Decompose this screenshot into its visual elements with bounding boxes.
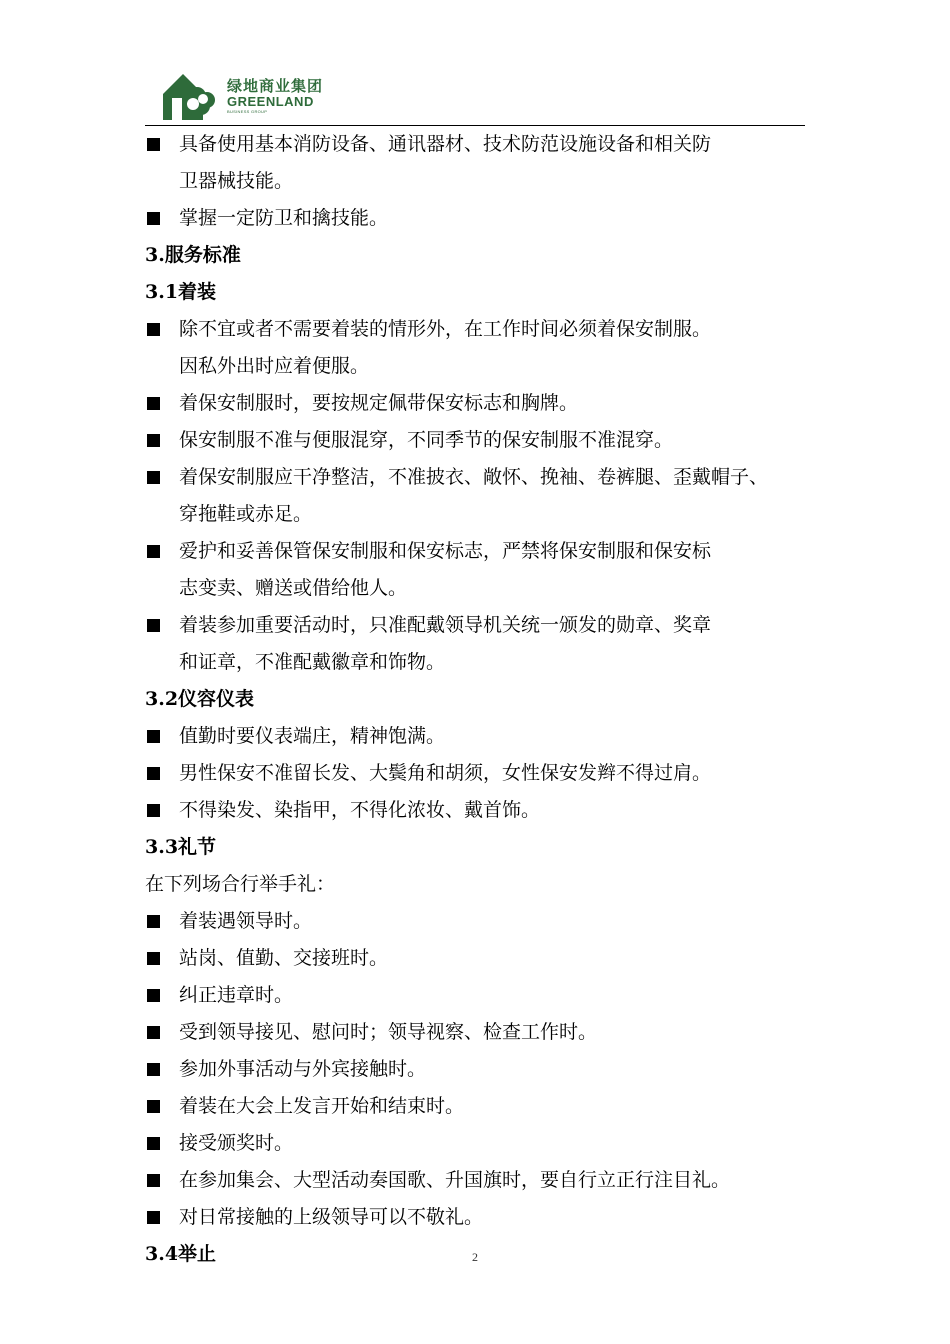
line-text: 不得染发、染指甲，不得化浓妆、戴首饰。 — [179, 799, 541, 821]
line-text: 掌握一定防卫和擒技能。 — [179, 207, 389, 229]
line-text: 对日常接触的上级领导可以不敬礼。 — [179, 1206, 484, 1228]
logo-subtitle: BUSINESS GROUP — [227, 109, 268, 114]
bullet-list-item — [145, 755, 810, 792]
square-bullet-icon — [147, 434, 160, 447]
page-header — [163, 72, 823, 124]
logo-chinese-name: 绿地商业集团 — [227, 77, 324, 95]
bullet-list-item — [145, 903, 810, 940]
bullet-continuation-line — [145, 496, 810, 533]
square-bullet-icon — [147, 1026, 160, 1039]
greenland-logo-icon — [163, 72, 219, 120]
square-bullet-icon — [147, 730, 160, 743]
line-text: 着保安制服应干净整洁，不准披衣、敞怀、挽袖、卷裤腿、歪戴帽子、 — [179, 466, 769, 488]
paragraph-text — [145, 866, 810, 903]
line-text: 具备使用基本消防设备、通讯器材、技术防范设施设备和相关防 — [179, 133, 712, 155]
line-text: 参加外事活动与外宾接触时。 — [179, 1058, 427, 1080]
bullet-list-item — [145, 718, 810, 755]
section-heading — [145, 274, 810, 311]
bullet-list-item — [145, 1125, 810, 1162]
logo-english-name: GREENLAND — [227, 94, 314, 109]
square-bullet-icon — [147, 138, 160, 151]
bullet-continuation-line — [145, 163, 810, 200]
square-bullet-icon — [147, 471, 160, 484]
square-bullet-icon — [147, 989, 160, 1002]
square-bullet-icon — [147, 767, 160, 780]
square-bullet-icon — [147, 1100, 160, 1113]
document-body — [145, 126, 810, 1273]
section-heading — [145, 681, 810, 718]
line-text: 因私外出时应着便服。 — [179, 355, 370, 377]
line-text: 3.服务标准 — [145, 244, 241, 266]
bullet-continuation-line — [145, 570, 810, 607]
square-bullet-icon — [147, 915, 160, 928]
bullet-list-item — [145, 385, 810, 422]
line-text: 穿拖鞋或赤足。 — [179, 503, 313, 525]
line-text: 受到领导接见、慰问时；领导视察、检查工作时。 — [179, 1021, 598, 1043]
line-text: 3.2仪容仪表 — [145, 688, 255, 710]
bullet-list-item — [145, 977, 810, 1014]
line-text: 在参加集会、大型活动奏国歌、升国旗时，要自行立正行注目礼。 — [179, 1169, 731, 1191]
square-bullet-icon — [147, 804, 160, 817]
line-text: 3.1着装 — [145, 281, 217, 303]
bullet-list-item — [145, 311, 810, 348]
line-text: 接受颁奖时。 — [179, 1132, 294, 1154]
bullet-list-item — [145, 126, 810, 163]
square-bullet-icon — [147, 1174, 160, 1187]
line-text: 和证章，不准配戴徽章和饰物。 — [179, 651, 446, 673]
line-text: 3.4举止 — [145, 1243, 217, 1265]
bullet-list-item — [145, 1088, 810, 1125]
bullet-list-item — [145, 940, 810, 977]
bullet-continuation-line — [145, 644, 810, 681]
square-bullet-icon — [147, 1211, 160, 1224]
square-bullet-icon — [147, 1137, 160, 1150]
bullet-list-item — [145, 792, 810, 829]
line-text: 在下列场合行举手礼： — [145, 873, 336, 895]
line-text: 着装参加重要活动时，只准配戴领导机关统一颁发的勋章、奖章 — [179, 614, 712, 636]
line-text: 卫器械技能。 — [179, 170, 294, 192]
square-bullet-icon — [147, 397, 160, 410]
line-text: 男性保安不准留长发、大鬓角和胡须，女性保安发辫不得过肩。 — [179, 762, 712, 784]
square-bullet-icon — [147, 952, 160, 965]
bullet-list-item — [145, 459, 810, 496]
bullet-list-item — [145, 1014, 810, 1051]
line-text: 着装遇领导时。 — [179, 910, 313, 932]
square-bullet-icon — [147, 545, 160, 558]
bullet-list-item — [145, 200, 810, 237]
line-text: 保安制服不准与便服混穿，不同季节的保安制服不准混穿。 — [179, 429, 674, 451]
line-text: 站岗、值勤、交接班时。 — [179, 947, 389, 969]
line-text: 值勤时要仪表端庄，精神饱满。 — [179, 725, 446, 747]
page-number: 2 — [472, 1250, 478, 1264]
bullet-list-item — [145, 607, 810, 644]
logo-text — [227, 78, 323, 115]
bullet-list-item — [145, 422, 810, 459]
bullet-list-item — [145, 533, 810, 570]
square-bullet-icon — [147, 323, 160, 336]
line-text: 3.3礼节 — [145, 836, 217, 858]
bullet-list-item — [145, 1162, 810, 1199]
line-text: 志变卖、赠送或借给他人。 — [179, 577, 408, 599]
bullet-list-item — [145, 1199, 810, 1236]
section-heading — [145, 237, 810, 274]
section-heading — [145, 829, 810, 866]
bullet-list-item — [145, 1051, 810, 1088]
square-bullet-icon — [147, 212, 160, 225]
line-text: 爱护和妥善保管保安制服和保安标志，严禁将保安制服和保安标 — [179, 540, 712, 562]
line-text: 着装在大会上发言开始和结束时。 — [179, 1095, 465, 1117]
square-bullet-icon — [147, 1063, 160, 1076]
bullet-continuation-line — [145, 348, 810, 385]
square-bullet-icon — [147, 619, 160, 632]
line-text: 着保安制服时，要按规定佩带保安标志和胸牌。 — [179, 392, 579, 414]
line-text: 除不宜或者不需要着装的情形外，在工作时间必须着保安制服。 — [179, 318, 712, 340]
line-text: 纠正违章时。 — [179, 984, 294, 1006]
